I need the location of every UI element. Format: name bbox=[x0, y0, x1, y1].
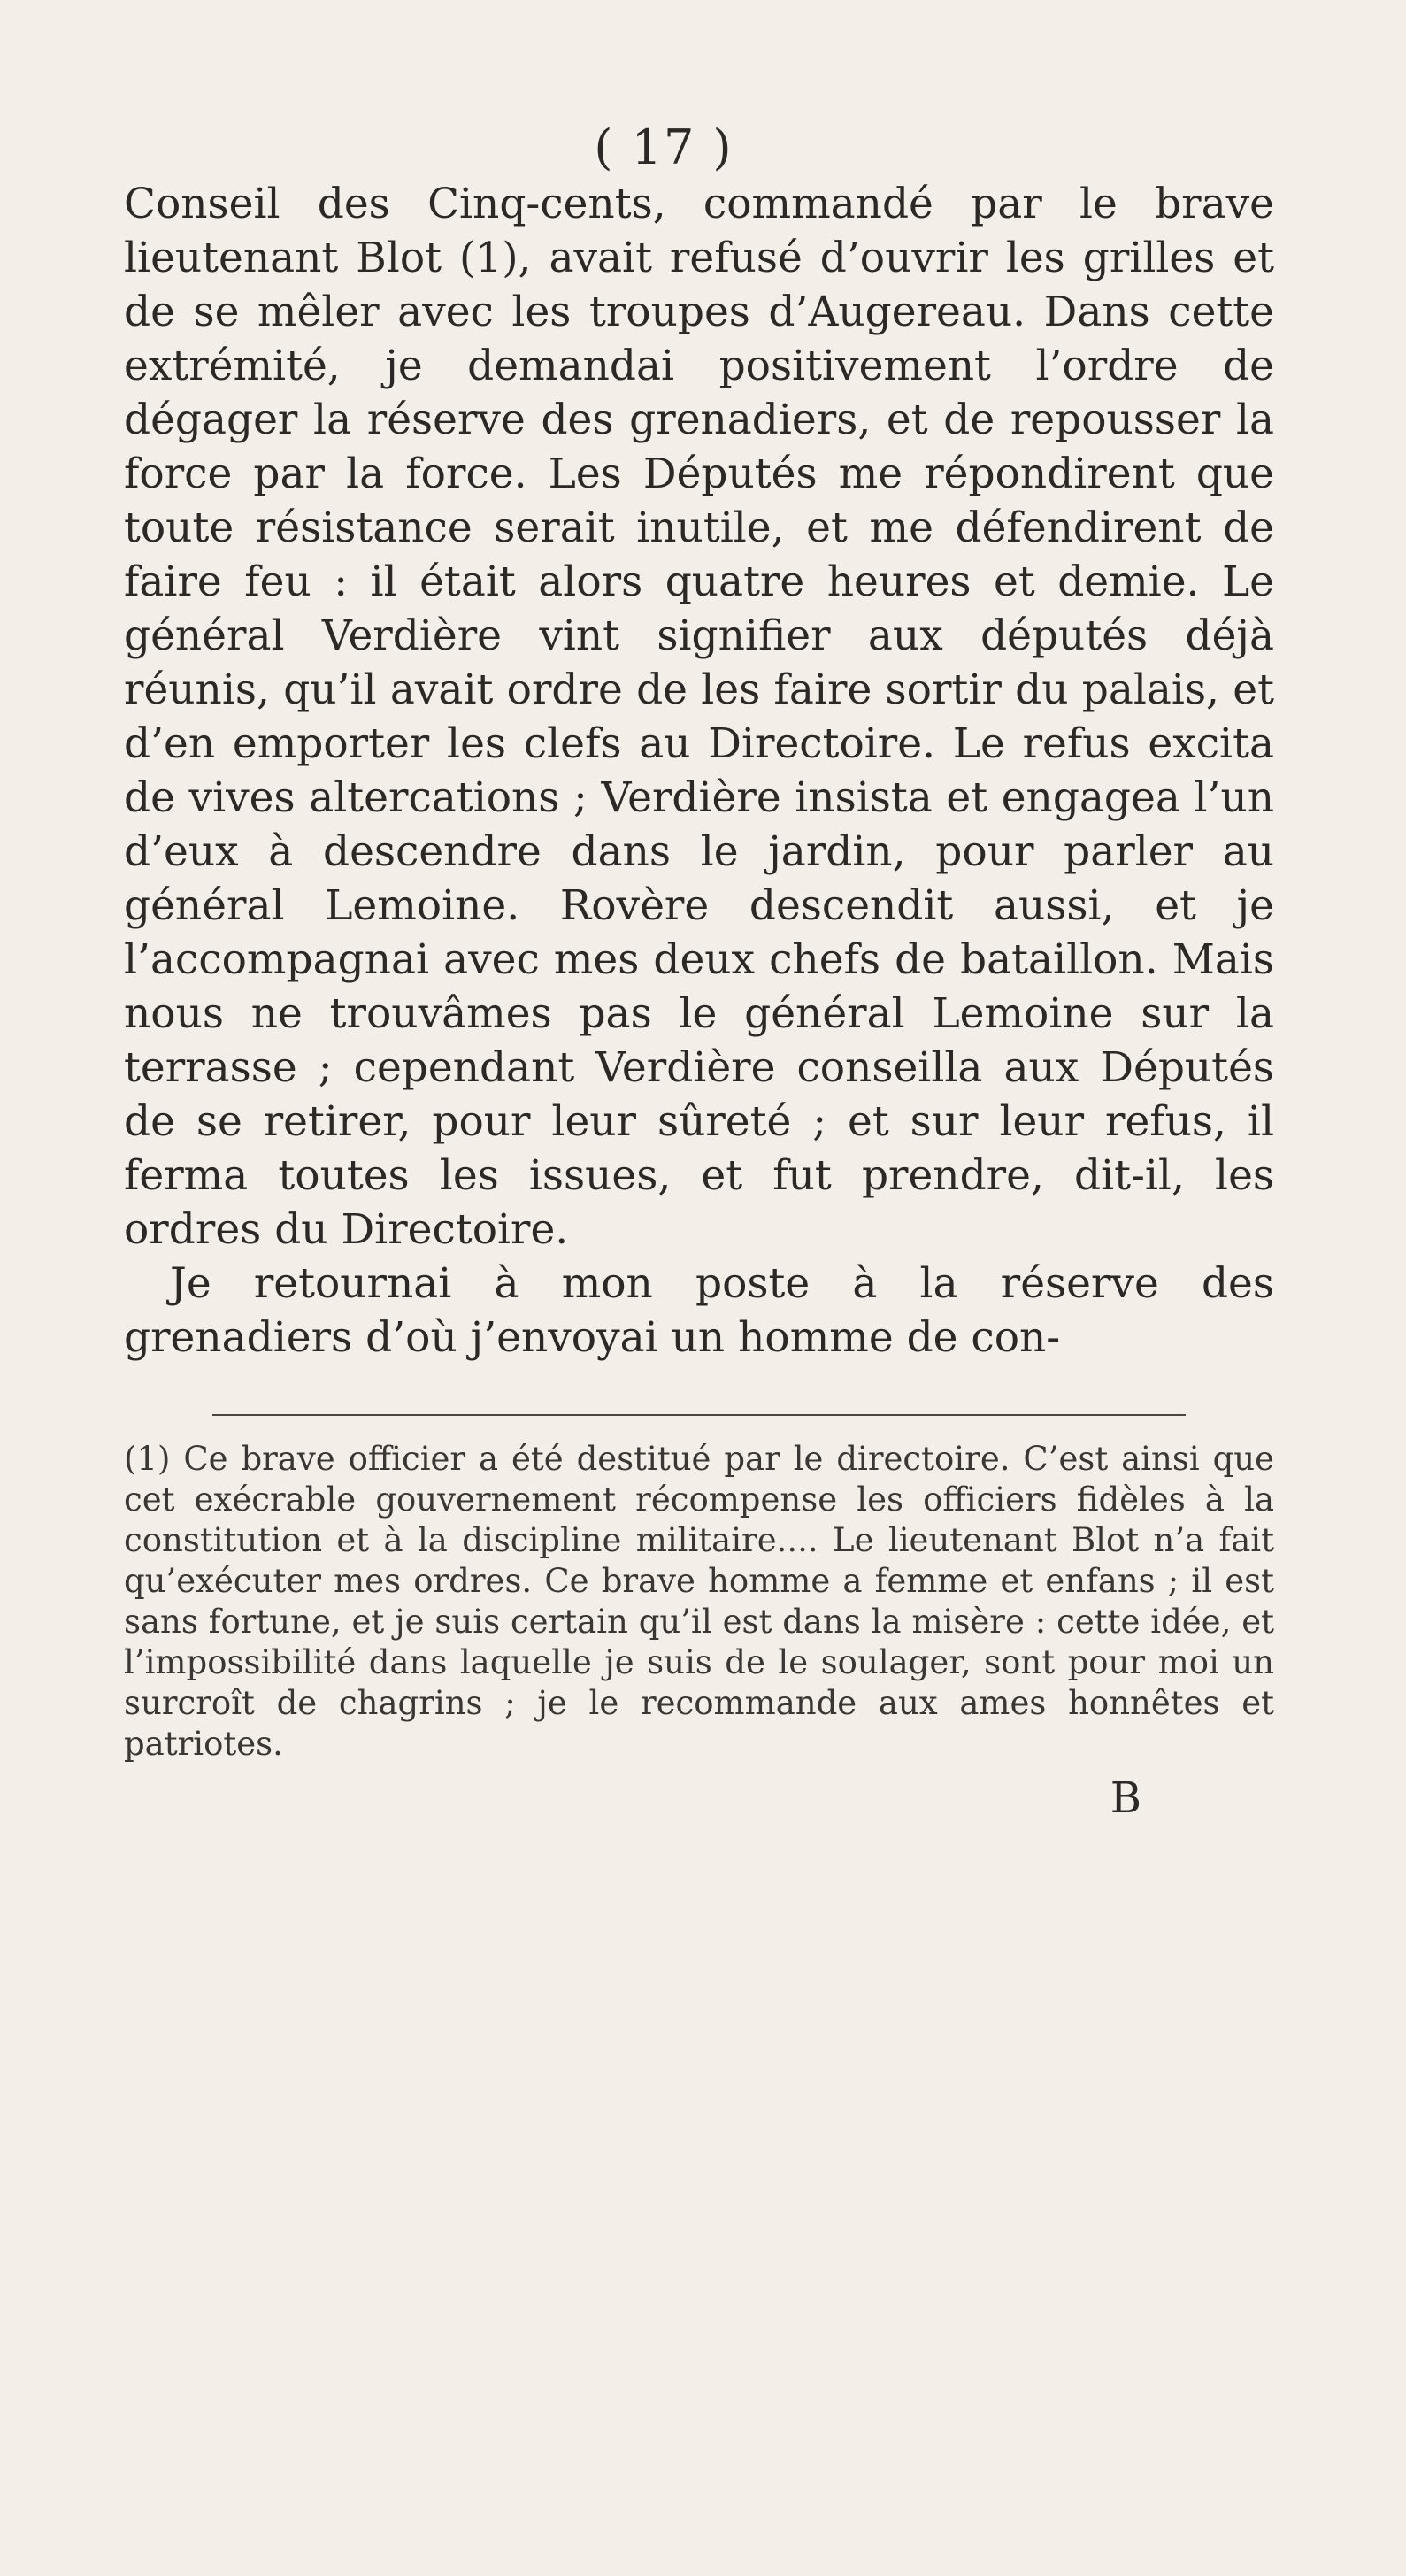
footnote-divider bbox=[212, 1414, 1186, 1416]
footnote: (1) Ce brave officier a été destitué par le directoire. C’est ainsi que cet exécrable gouvernement récompense les officiers fidèles à la constitution et à la discipline militaire.... Le lieutenant Blot n’a fait qu’exécuter mes ordres. Ce brave homme a femme et enfans ; il est sans fortune, et je suis certain qu’il est dans la misère : cette idée, et l’impossibilité dans laquelle je suis de le soulager, sont pour moi un surcroît de chagrins ; je le recommande aux ames honnêtes et patriotes. bbox=[124, 1440, 1274, 1763]
paragraph: Je retournai à mon poste à la réserve des grenadiers d’où j’envoyai un homme de con- bbox=[124, 1259, 1274, 1362]
document-page bbox=[124, 119, 1274, 1823]
page-number: ( 17 ) bbox=[594, 119, 734, 175]
signature-mark: B bbox=[1110, 1773, 1141, 1823]
paragraph: Conseil des Cinq-cents, commandé par le brave lieutenant Blot (1), avait refusé d’ouvrir les grilles et de se mêler avec les troupes d’Augereau. Dans cette extrémité, je demandai positivement l’ordre de dégager la réserve des grenadiers, et de repousser la force par la force. Les Députés me répondirent que toute résistance serait inutile, et me défendirent de faire feu : il était alors quatre heures et demie. Le général Verdière vint signifier aux députés déjà réunis, qu’il avait ordre de les faire sortir du palais, et d’en emporter les clefs au Directoire. Le refus excita de vives altercations ; Verdière insista et engagea l’un d’eux à descendre dans le jardin, pour parler au général Lemoine. Rovère descendit aussi, et je l’accompagnai avec mes deux chefs de bataillon. Mais nous ne trouvâmes pas le général Lemoine sur la terrasse ; cependant Verdière conseilla aux Députés de se retirer, pour leur sûreté ; et sur leur refus, il ferma toutes les issues, et fut prendre, dit-il, les ordres du Directoire. bbox=[124, 180, 1274, 1254]
body-text bbox=[124, 177, 1274, 1365]
